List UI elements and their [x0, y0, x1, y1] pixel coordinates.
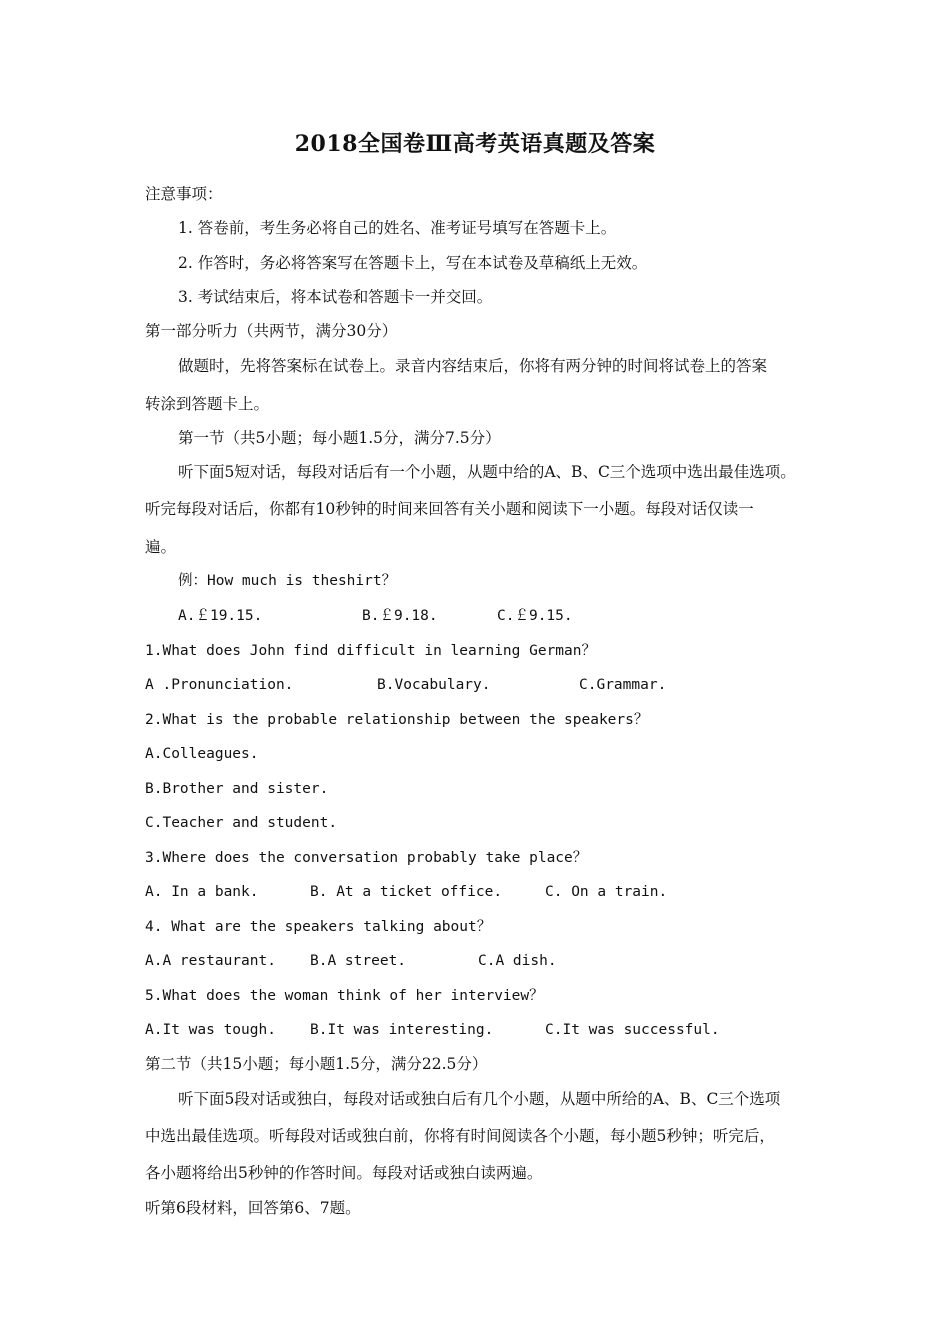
example-question: 例：How much is theshirt？	[178, 573, 397, 589]
example-option: C.￡9.15.	[497, 608, 573, 624]
material-heading: 听第6段材料，回答第6、7题。	[145, 1199, 361, 1217]
question-option: C. On a train.	[545, 884, 668, 900]
question-option: A.Colleagues.	[145, 746, 259, 762]
question-option: A. In a bank.	[145, 884, 259, 900]
section2-heading: 第二节（共15小题；每小题1.5分，满分22.5分）	[145, 1055, 488, 1073]
question-stem: 3.Where does the conversation probably take place？	[145, 850, 588, 866]
notice-item: 3. 考试结束后，将本试卷和答题卡一并交回。	[178, 288, 493, 306]
section1-instruction: 听完每段对话后，你都有10秒钟的时间来回答有关小题和阅读下一小题。每段对话仅读一	[145, 500, 754, 518]
question-stem: 5.What does the woman think of her interview？	[145, 988, 544, 1004]
question-option: A.A restaurant.	[145, 953, 276, 969]
notice-heading: 注意事项：	[145, 185, 223, 203]
notice-item: 2. 作答时，务必将答案写在答题卡上，写在本试卷及草稿纸上无效。	[178, 254, 648, 272]
part1-instruction: 做题时，先将答案标在试卷上。录音内容结束后，你将有两分钟的时间将试卷上的答案	[178, 357, 768, 375]
question-option: A .Pronunciation.	[145, 677, 294, 693]
question-option: B.It was interesting.	[310, 1022, 494, 1038]
question-option: B.Brother and sister.	[145, 781, 329, 797]
question-option: C.Grammar.	[579, 677, 667, 693]
question-option: B.Vocabulary.	[377, 677, 491, 693]
notice-item: 1. 答卷前，考生务必将自己的姓名、准考证号填写在答题卡上。	[178, 219, 617, 237]
section1-instruction: 听下面5短对话，每段对话后有一个小题，从题中给的A、B、C三个选项中选出最佳选项。	[178, 463, 796, 481]
question-stem: 2.What is the probable relationship between the speakers？	[145, 712, 649, 728]
part1-heading: 第一部分听力（共两节，满分30分）	[145, 322, 398, 340]
question-stem: 4. What are the speakers talking about？	[145, 919, 492, 935]
question-option: C.A dish.	[478, 953, 557, 969]
question-option: B.A street.	[310, 953, 407, 969]
question-option: B. At a ticket office.	[310, 884, 503, 900]
question-stem: 1.What does John find difficult in learning German？	[145, 643, 596, 659]
question-option: C.It was successful.	[545, 1022, 720, 1038]
section2-instruction: 各小题将给出5秒钟的作答时间。每段对话或独白读两遍。	[145, 1164, 543, 1182]
section1-instruction: 遍。	[145, 538, 177, 556]
section1-heading: 第一节（共5小题；每小题1.5分，满分7.5分）	[178, 429, 501, 447]
example-option: B.￡9.18.	[362, 608, 438, 624]
example-option: A.￡19.15.	[178, 608, 263, 624]
section2-instruction: 中选出最佳选项。听每段对话或独白前，你将有时间阅读各个小题，每小题5秒钟；听完后，	[145, 1127, 775, 1145]
question-option: A.It was tough.	[145, 1022, 276, 1038]
page-title: 2018全国卷Ⅲ高考英语真题及答案	[294, 131, 656, 157]
question-option: C.Teacher and student.	[145, 815, 338, 831]
section2-instruction: 听下面5段对话或独白，每段对话或独白后有几个小题，从题中所给的A、B、C三个选项	[178, 1090, 781, 1108]
part1-instruction: 转涂到答题卡上。	[145, 395, 270, 413]
